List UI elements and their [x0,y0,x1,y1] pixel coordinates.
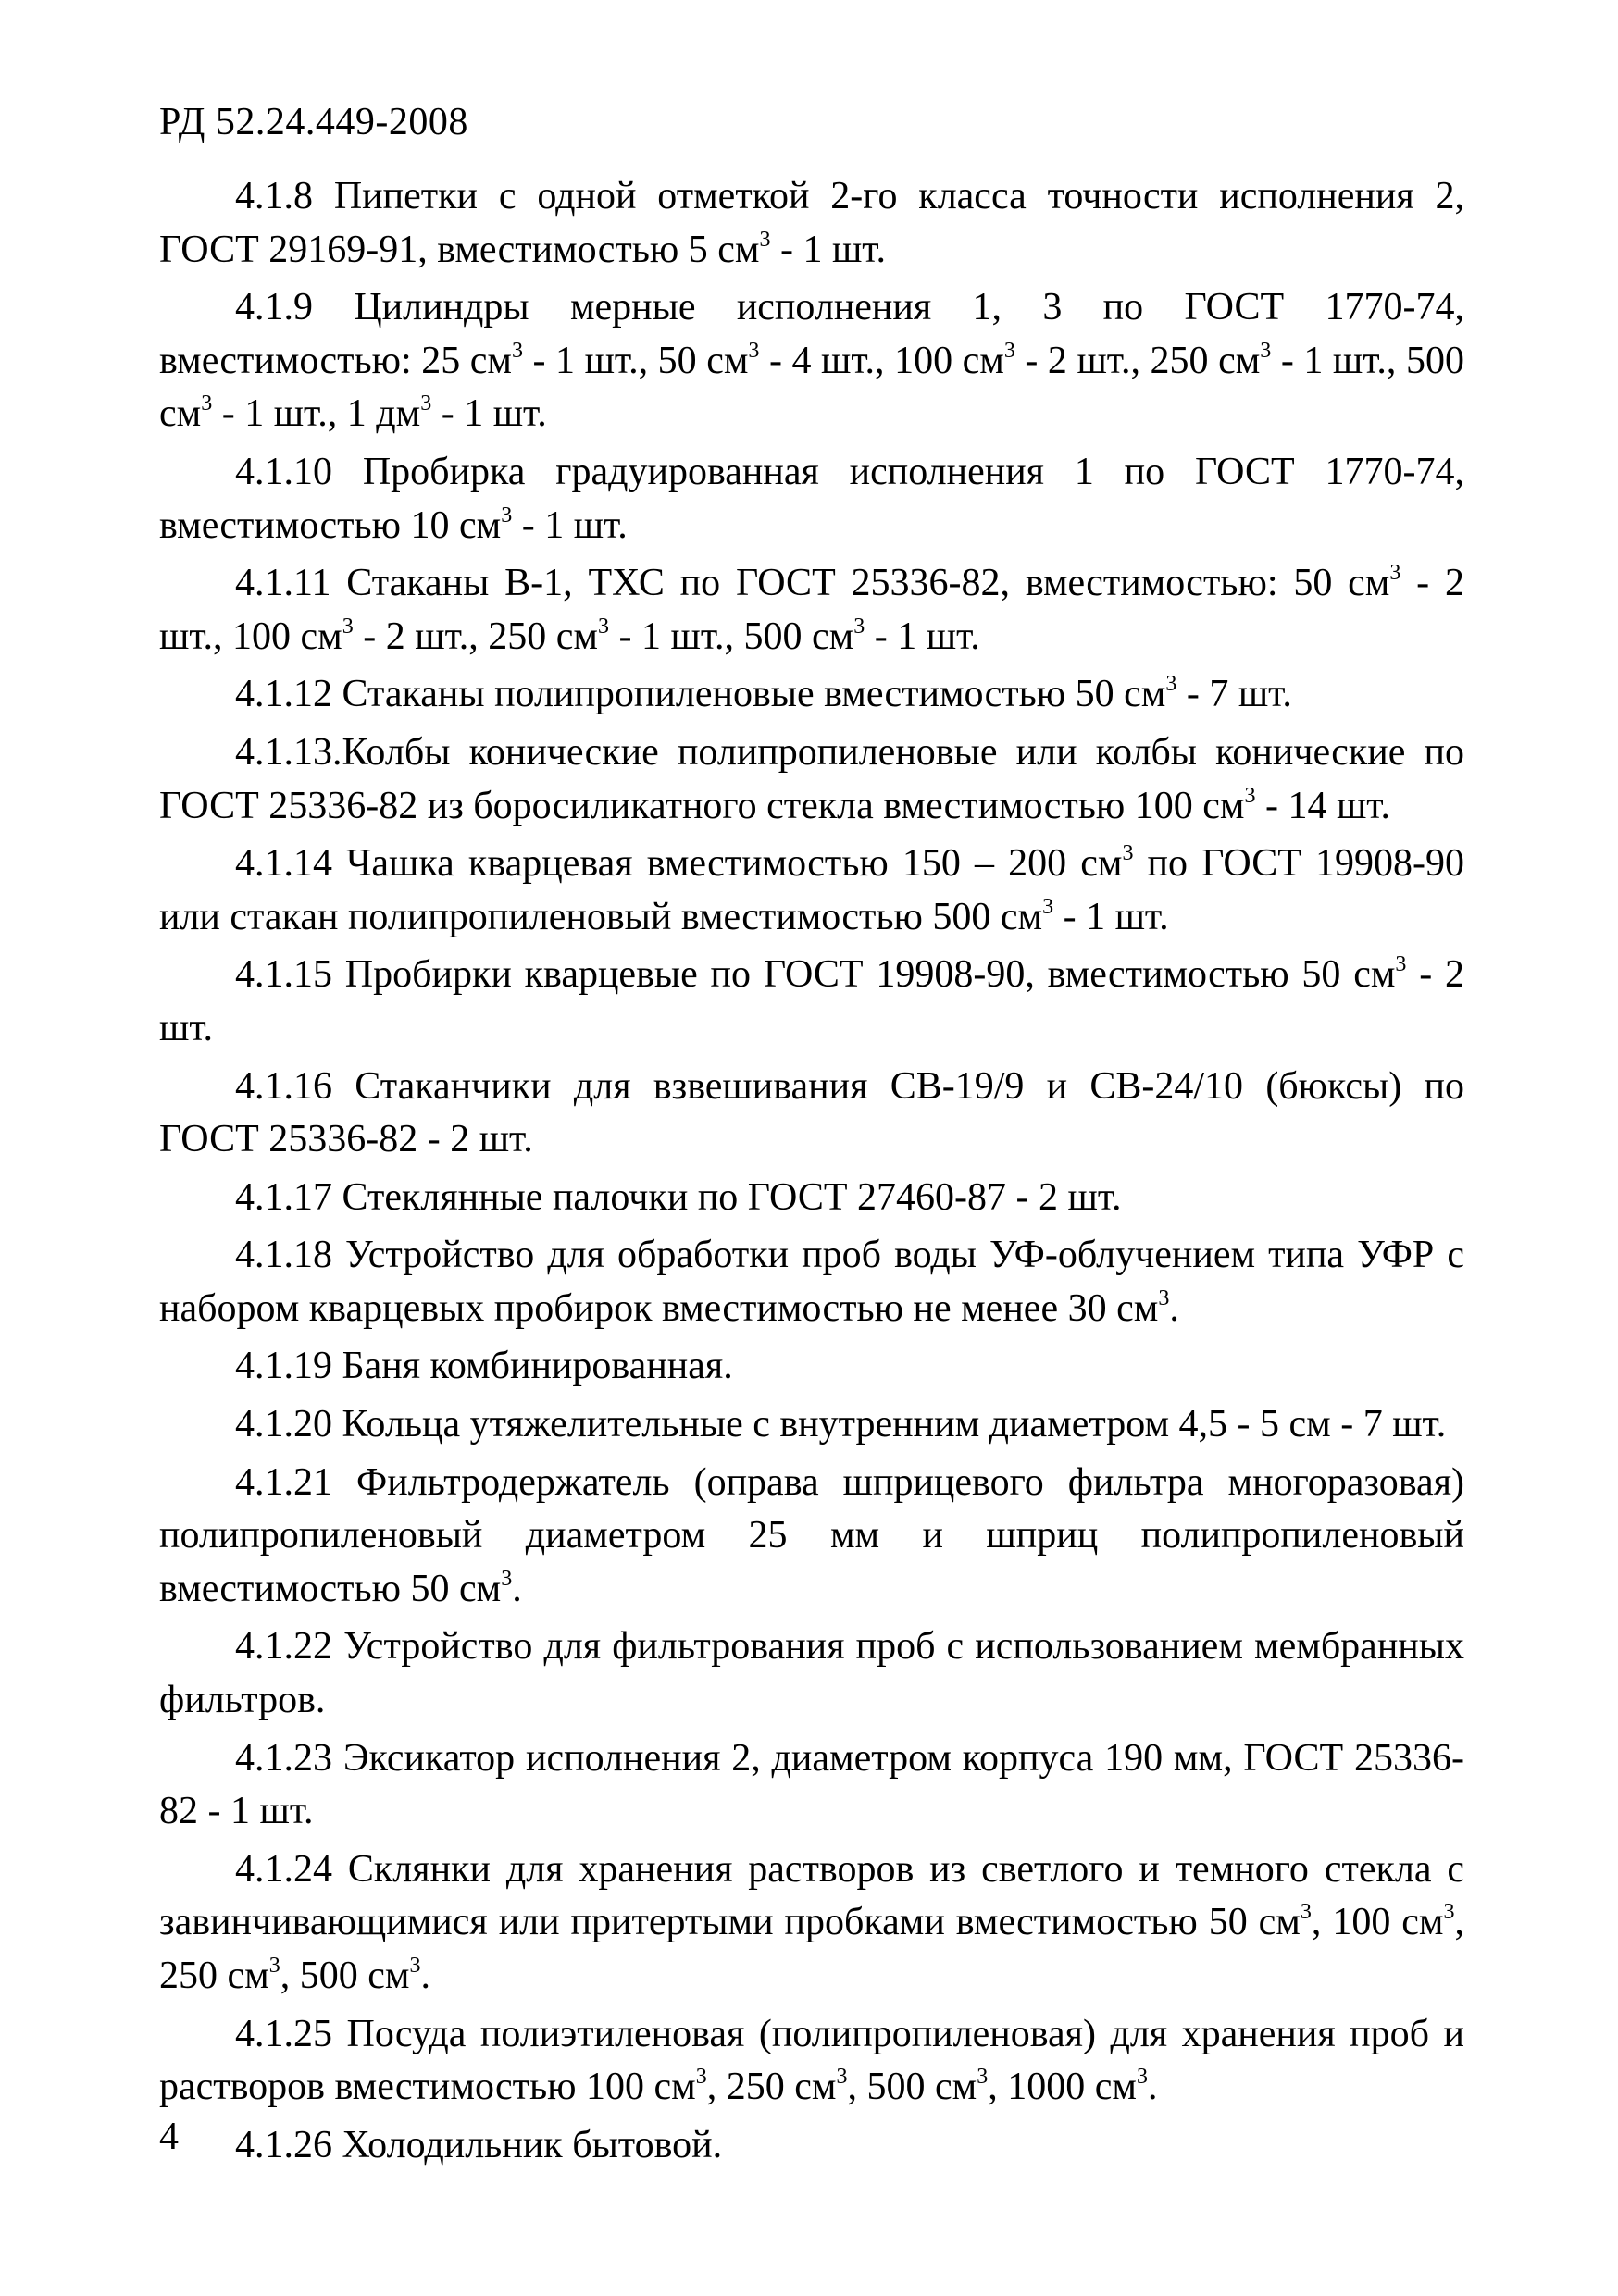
superscript: 3 [1003,338,1015,363]
equipment-list [159,170,1464,2177]
superscript: 3 [511,338,523,363]
superscript: 3 [1389,561,1401,586]
superscript: 3 [836,2065,848,2090]
superscript: 3 [1244,783,1256,808]
text-run: - 4 шт., 100 см [759,339,1004,382]
text-run: , 500 см [847,2066,977,2109]
superscript: 3 [1300,1900,1312,1925]
text-run: - 1 шт. [512,503,628,547]
text-run: 4.1.11 Стаканы В-1, ТХС по ГОСТ 25336-82, вместимостью: 50 см [235,562,1390,605]
text-run: - 7 шт. [1176,673,1292,716]
text-run: , 250 см [159,1901,1464,1997]
list-item [159,838,1464,944]
text-run: - 2 шт., 250 см [1014,339,1261,382]
superscript: 3 [1165,672,1177,697]
superscript: 3 [501,503,513,527]
superscript: 3 [268,1954,280,1978]
text-run: 4.1.19 Баня комбинированная. [235,1345,733,1388]
superscript: 3 [420,391,432,416]
text-run: 4.1.9 Цилиндры мерные исполнения 1, 3 по ГОСТ 1770-74, вместимостью: 25 см [159,286,1464,382]
text-run: - 1 шт. [431,392,547,436]
list-item [159,446,1464,552]
text-run: - 2 шт. [159,953,1464,1049]
text-run: 4.1.17 Стеклянные палочки по ГОСТ 27460-87 - 2 шт. [235,1175,1122,1219]
superscript: 3 [201,391,213,416]
superscript: 3 [1042,894,1054,919]
text-run: - 2 шт., 250 см [353,614,599,658]
text-run: 4.1.20 Кольца утяжелительные с внутренним диаметром 4,5 - 5 см - 7 шт. [235,1403,1447,1446]
text-run: - 1 шт. [1053,895,1169,938]
list-item [159,557,1464,664]
superscript: 3 [853,614,865,639]
superscript: 3 [409,1954,421,1978]
superscript: 3 [759,227,771,252]
superscript: 3 [342,614,354,639]
text-run: , 500 см [280,1955,410,1997]
text-run: . [1169,1286,1179,1330]
text-run: 4.1.12 Стаканы полипропиленовые вместимостью 50 см [235,673,1166,716]
list-item [159,1061,1464,1167]
text-run: 4.1.15 Пробирки кварцевые по ГОСТ 19908-90, вместимостью 50 см [235,953,1396,997]
text-run: - 1 шт., 500 см [609,614,854,658]
text-run: 4.1.8 Пипетки с одной отметкой 2-го класса точности исполнения 2, ГОСТ 29169-91, вместимостью 5 см [159,175,1464,271]
list-item [159,1229,1464,1335]
list-item [159,2008,1464,2115]
text-run: - 14 шт. [1255,784,1391,827]
text-run: - 1 шт., 50 см [522,339,749,382]
list-item [159,1398,1464,1452]
list-item [159,170,1464,277]
list-item [159,281,1464,441]
superscript: 3 [695,2065,707,2090]
text-run: 4.1.26 Холодильник бытовой. [235,2123,723,2166]
text-run: 4.1.25 Посуда полиэтиленовая (полипропиленовая) для хранения проб и растворов вместимостью 100 см [159,2012,1464,2109]
superscript: 3 [977,2065,989,2090]
list-item [159,1340,1464,1394]
list-item [159,949,1464,1055]
text-run: 4.1.16 Стаканчики для взвешивания СВ-19/9 и СВ-24/10 (бюксы) по ГОСТ 25336-82 - 2 шт. [159,1064,1464,1161]
text-run: 4.1.14 Чашка кварцевая вместимостью 150 – 200 см [235,842,1123,886]
list-item [159,2119,1464,2173]
superscript: 3 [1443,1900,1455,1925]
text-run: 4.1.21 Фильтродержатель (оправа шприцевого фильтра многоразовая) полипропиленовый диаметром 25 мм и шприц полипропиленовый вместимостью 50 см [159,1460,1464,1610]
superscript: 3 [1136,2065,1148,2090]
text-run: . [512,1567,522,1610]
text-run: - 1 шт., 500 см [159,339,1464,436]
list-item [159,726,1464,833]
list-item [159,1843,1464,2004]
text-run: - 2 шт., 100 см [159,562,1464,658]
text-run: , 1000 см [988,2066,1137,2109]
text-run: 4.1.18 Устройство для обработки проб воды УФ-облучением типа УФР с набором кварцевых пробирок вместимостью не менее 30 см [159,1234,1464,1330]
text-run: 4.1.22 Устройство для фильтрования проб с использованием мембранных фильтров. [159,1625,1464,1722]
text-run: - 1 шт. [770,228,886,271]
text-run: 4.1.10 Пробирка градуированная исполнения 1 по ГОСТ 1770-74, вместимостью 10 см [159,450,1464,547]
superscript: 3 [1260,338,1272,363]
superscript: 3 [1122,841,1134,866]
list-item [159,1172,1464,1225]
text-run: 4.1.24 Склянки для хранения растворов из светлого и темного стекла с завинчивающимися или притертыми пробками вместимостью 50 см [159,1847,1464,1944]
text-run: 4.1.13.Колбы конические полипропиленовые или колбы конические по ГОСТ 25336-82 из боросиликатного стекла вместимостью 100 см [159,730,1464,827]
text-run: 4.1.23 Эксикатор исполнения 2, диаметром корпуса 190 мм, ГОСТ 25336-82 - 1 шт. [159,1736,1464,1833]
superscript: 3 [501,1566,513,1591]
list-item [159,1457,1464,1617]
text-run: . [1147,2066,1158,2109]
text-run: , 100 см [1311,1901,1444,1944]
text-run: . [420,1955,430,1997]
superscript: 3 [598,614,610,639]
text-run: , 250 см [706,2066,837,2109]
list-item [159,1620,1464,1727]
text-run: - 1 шт., 1 дм [212,392,421,436]
superscript: 3 [1158,1285,1170,1310]
page-number: 4 [159,2116,179,2158]
document-code-header: РД 52.24.449-2008 [159,101,468,143]
list-item [159,668,1464,722]
superscript: 3 [1395,952,1407,977]
list-item [159,1732,1464,1839]
text-run: - 1 шт. [865,614,980,658]
superscript: 3 [748,338,760,363]
text-run: по ГОСТ 19908-90 или стакан полипропиленовый вместимостью 500 см [159,842,1465,938]
